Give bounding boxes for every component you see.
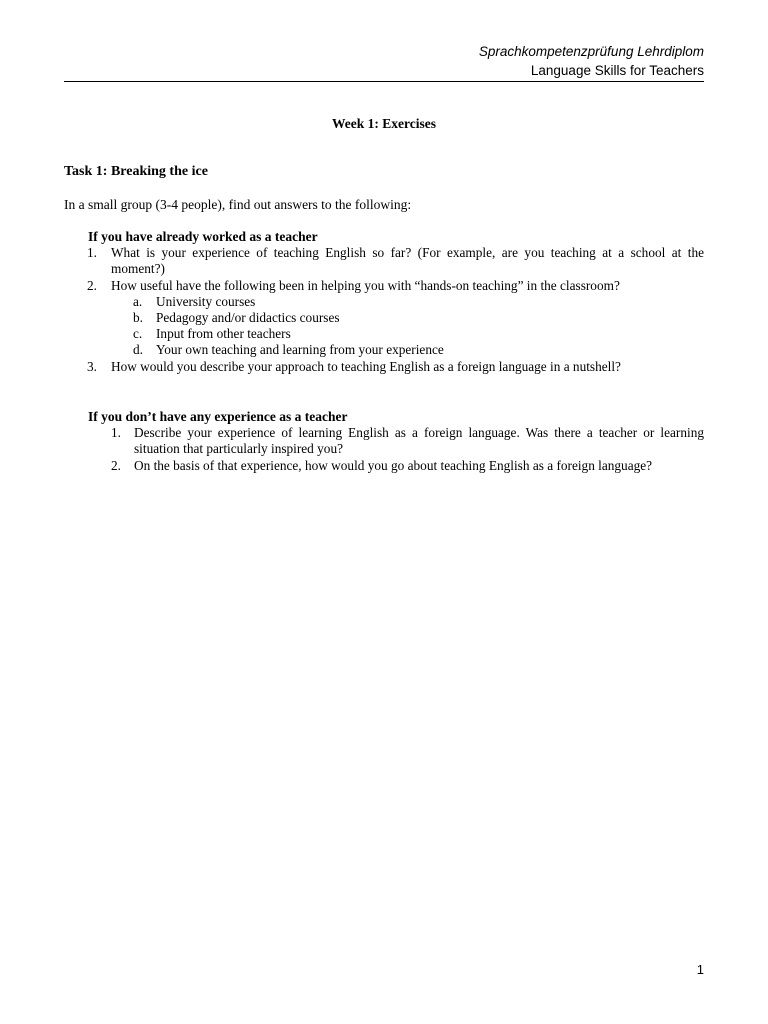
- list-item-number: 1.: [87, 245, 97, 261]
- sub-list-item-letter: b.: [133, 310, 143, 326]
- list-item-text: How useful have the following been in helping you with “hands-on teaching” in the classroom?: [111, 277, 620, 293]
- list-item: [64, 278, 704, 294]
- header-subtitle: Sprachkompetenzprüfung Lehrdiplom: [478, 44, 704, 59]
- sub-list-item-text: Pedagogy and/or didactics courses: [156, 310, 340, 326]
- sub-list-item-letter: a.: [133, 293, 143, 309]
- document-title: Week 1: Exercises: [332, 116, 436, 131]
- sub-list-item-letter: d.: [133, 342, 143, 358]
- sub-list-item: [64, 342, 704, 358]
- header-title: Language Skills for Teachers: [530, 63, 704, 78]
- sub-list-item: [64, 326, 704, 342]
- sub-list-item-text: University courses: [156, 293, 256, 309]
- sub-list-item-text: Input from other teachers: [156, 326, 291, 342]
- list-item-text: Describe your experience of learning English as a foreign language. Was there a teacher or learning situation that particularly inspired you?: [134, 425, 704, 457]
- page-header: [64, 42, 704, 80]
- list-item: [64, 458, 704, 474]
- sub-list-item: [64, 310, 704, 326]
- list-item-text: On the basis of that experience, how would you go about teaching English as a foreign language?: [134, 457, 653, 473]
- section-no-experience: [64, 409, 704, 474]
- intro-text: In a small group (3-4 people), find out answers to the following:: [64, 197, 412, 212]
- sub-list-item: [64, 294, 704, 310]
- list-item-number: 2.: [87, 277, 97, 293]
- sub-list-item-text: Your own teaching and learning from your experience: [156, 342, 444, 358]
- list-item: [64, 245, 704, 277]
- header-divider: [64, 81, 704, 82]
- section-heading: If you don’t have any experience as a teacher: [88, 409, 348, 424]
- list-item-number: 2.: [111, 457, 121, 473]
- task-heading: Task 1: Breaking the ice: [64, 164, 208, 179]
- list-item: [64, 359, 704, 375]
- list-item-text: What is your experience of teaching English so far? (For example, are you teaching at a school at the moment?): [111, 245, 704, 277]
- section-heading: If you have already worked as a teacher: [88, 229, 318, 244]
- list-item-text: How would you describe your approach to teaching English as a foreign language in a nutshell?: [111, 358, 621, 374]
- list-item-number: 1.: [111, 425, 121, 441]
- sub-list-item-letter: c.: [133, 326, 143, 342]
- section-experienced-teacher: [64, 229, 704, 375]
- page-number: 1: [696, 962, 704, 977]
- list-item: [64, 425, 704, 457]
- list-item-number: 3.: [87, 358, 97, 374]
